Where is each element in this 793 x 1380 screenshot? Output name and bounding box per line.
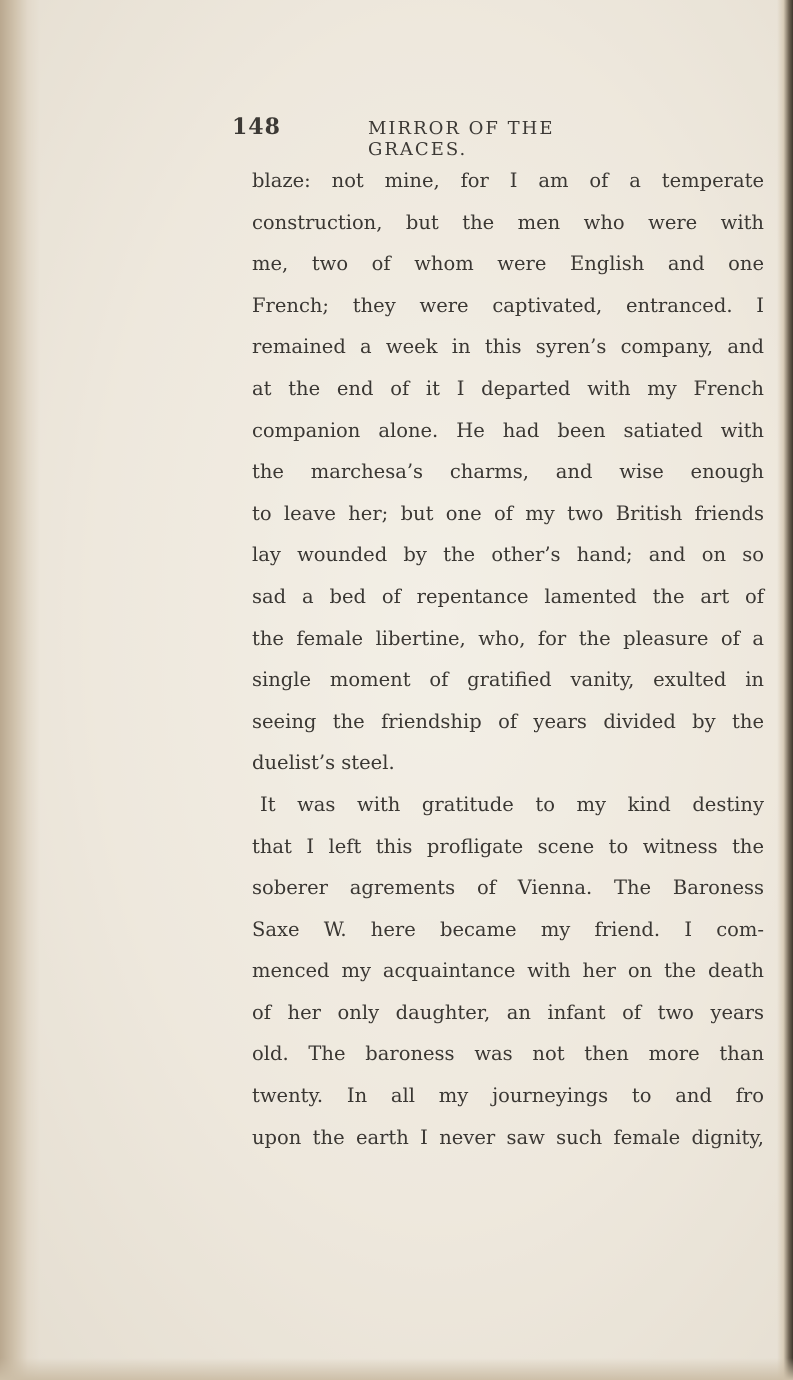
page-bottom-edge <box>0 1358 793 1380</box>
running-header <box>232 114 632 160</box>
text-line: the female libertine, who, for the pleasure of a <box>252 626 764 650</box>
text-line: to leave her; but one of my two British friends <box>252 501 764 525</box>
page-number: 148 <box>232 114 281 140</box>
page-edge <box>777 0 793 1380</box>
binding-shadow <box>0 0 40 1380</box>
text-line: construction, but the men who were with <box>252 210 764 234</box>
text-line: menced my acquaintance with her on the death <box>252 959 764 983</box>
text-line: at the end of it I departed with my French <box>252 376 764 400</box>
text-line: me, two of whom were English and one <box>252 252 764 276</box>
text-line: French; they were captivated, entranced. I <box>252 293 764 317</box>
text-line: old. The baroness was not then more than <box>252 1042 764 1066</box>
text-line: blaze: not mine, for I am of a temperate <box>252 169 764 192</box>
paragraph-start-line: It was with gratitude to my kind destiny <box>260 792 764 816</box>
text-line: upon the earth I never saw such female dignity, <box>252 1125 764 1149</box>
text-line: duelist’s steel. <box>252 751 395 775</box>
text-line: lay wounded by the other’s hand; and on so <box>252 543 764 567</box>
running-title: MIRROR OF THE GRACES. <box>368 118 555 160</box>
body-text <box>252 160 764 1158</box>
text-line: twenty. In all my journeyings to and fro <box>252 1084 764 1108</box>
text-line: that I left this profligate scene to witness the <box>252 834 764 858</box>
text-line: of her only daughter, an infant of two years <box>252 1000 764 1024</box>
text-line: soberer agrements of Vienna. The Baroness <box>252 876 764 900</box>
text-line: sad a bed of repentance lamented the art of <box>252 584 764 608</box>
text-line: remained a week in this syren’s company, and <box>252 335 764 359</box>
text-line: the marchesa’s charms, and wise enough <box>252 460 764 484</box>
text-line: single moment of gratified vanity, exulted in <box>252 668 764 692</box>
text-line: companion alone. He had been satiated with <box>252 418 764 442</box>
text-line: seeing the friendship of years divided by the <box>252 709 764 733</box>
text-line: Saxe W. here became my friend. I com- <box>252 917 764 941</box>
